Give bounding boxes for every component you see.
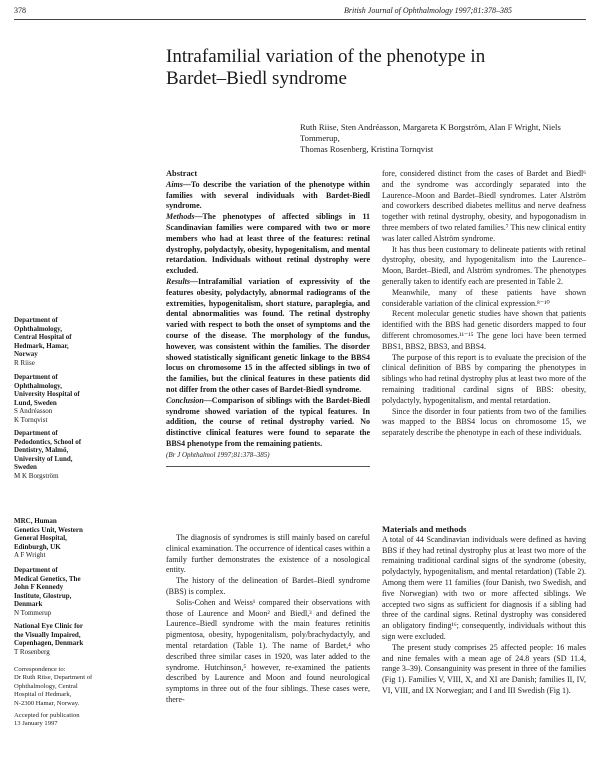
abstract-aims: [166, 180, 370, 212]
abstract-methods: [166, 212, 370, 277]
aims-text: —To describe the variation of the phenotype within families with several individuals with Bardet-Biedl syndrome.: [166, 179, 370, 211]
aff-line: Department of: [14, 429, 58, 437]
aff-line: Genetics Unit, Western: [14, 525, 83, 534]
correspondence-line: N-2300 Hamar, Norway.: [14, 699, 80, 707]
aff-line: Norway: [14, 350, 38, 358]
aff-line: Pedodontics, School of: [14, 437, 82, 446]
intro-column-1: [166, 533, 370, 706]
abstract-heading: Abstract: [166, 169, 198, 178]
aff-line: Edinburgh, UK: [14, 542, 61, 551]
conclusion-label: Conclusion: [166, 395, 204, 405]
article-title: [166, 46, 586, 90]
results-text: —Intrafamilial variation of expressivity of the features obesity, polydactyly, abnormal radiograms of the extremities, hypogenitalism, short stature, paraplegia, and dental abnormalities was found. The retinal dystrophy varied with respect to both the onset of symptoms and the course of the disease. The morphology of the fundus, however, was consistent within the families. The disorder showed statistically significant genetic linkage to the BBS4 locus on chromosome 15 in the affected siblings in two of the families, but the clinical features in these patients did not differ from the other cases of Bardet-Biedl syndrome.: [166, 276, 370, 394]
affiliation-2: [14, 373, 126, 424]
section-heading: Materials and methods: [382, 524, 467, 534]
aff-line: Department of: [14, 316, 58, 324]
paragraph: It has thus been customary to delineate patients with retinal dystrophy, obesity, and hypogenitalism into the Laurence–Moon, Bardet–Biedl, and Alström syndromes. The phenotypes generally taken to identify each are presented in Table 2.: [382, 244, 586, 286]
paragraph: Meanwhile, many of these patients have shown considerable variation of the clinical expression.⁸⁻¹⁰: [382, 287, 586, 308]
aff-line: Ophthalmology,: [14, 381, 63, 390]
methods-section: [382, 524, 586, 697]
aff-line: National Eye Clinic for: [14, 622, 84, 630]
aff-names: T Rosenberg: [14, 647, 50, 656]
aims-label: Aims: [166, 179, 183, 189]
affiliation-5: [14, 566, 126, 617]
abstract-rule: [166, 466, 370, 467]
aff-line: University of Lund,: [14, 454, 73, 463]
page-number: 378: [14, 6, 26, 15]
aff-line: University Hospital of: [14, 390, 80, 398]
aff-line: Medical Genetics, The: [14, 574, 81, 583]
paragraph: Recent molecular genetic studies have shown that patients identified with the BBS had genetic disorders mapped to four different chromosomes.¹¹⁻¹⁵ The gene loci have been termed BBS1, BBS2, BBS3, and BBS4.: [382, 309, 586, 351]
abstract-conclusion: [166, 396, 370, 450]
aff-line: the Visually Impaired,: [14, 630, 81, 639]
authors-line-2: Thomas Rosenberg, Kristina Tornqvist: [300, 144, 434, 154]
aff-line: MRC, Human: [14, 517, 57, 525]
aff-line: Copenhagen, Denmark: [14, 639, 84, 647]
paragraph: Since the disorder in four patients from two of the families was mapped to the BBS4 locus on chromosome 15, we separately describe the phenotype in each of these individuals.: [382, 406, 586, 438]
methods-text: —The phenotypes of affected siblings in 11 Scandinavian families were compared with two or more members who had at least three of the features: retinal dystrophy, polydactyly, obesity, hypogenitalism, and mental retardation. Individuals without retinal dystrophy were excluded.: [166, 212, 370, 276]
aff-line: Dentistry, Malmö,: [14, 446, 69, 454]
aff-line: Sweden: [14, 463, 37, 471]
header-rule: [14, 19, 586, 20]
affiliation-4: [14, 517, 126, 560]
paragraph: Solis-Cohen and Weiss¹ compared their observations with those of Laurence and Moon² and Biedl,³ and defined the Laurence–Biedl syndrome with the main features retinitis pigmentosa, obesity, hypogenitalism, poly/brachydactyly, and mental retardation (Table 1). The name of Bardet,⁴ who described three similar cases in 1920, was later added to the syndrome. Hutchinson,⁵ however, re-examined the patients described by Laurence and Moon and found neurological symptoms in three out of the four siblings. These cases were, there-: [166, 597, 370, 704]
correspondence-label: Correspondence to:: [14, 666, 66, 673]
results-label: Results: [166, 276, 191, 286]
aff-line: John F Kennedy: [14, 583, 64, 591]
aff-names: A F Wright: [14, 551, 46, 559]
aff-names: N Tommerup: [14, 608, 52, 617]
aff-line: Denmark: [14, 600, 43, 608]
aff-names: R Riise: [14, 358, 35, 367]
paragraph: fore, considered distinct from the cases of Bardet and Biedl⁶ and the syndrome was accordingly separated into the Laurence–Moon and Bardet–Biedl syndromes. Later Alström and coworkers described diabetes mellitus and nerve deafness together with retinal dystrophy, obesity, and hypogonadism in three members of two related families.⁷ This new clinical entity was later called Alström syndrome.: [382, 169, 586, 243]
aff-line: General Hospital,: [14, 534, 67, 542]
paragraph: The present study comprises 25 affected people: 16 males and nine females with a mean age of 24.8 years (SD 11.4, range 3–39). Consanguinity was present in three of the families (Fig 1). Families V, VIII, X, and XI are Danish; families II, IV, VI, VIII, and IX Norwegian; and I and III Swedish (Fig 1).: [382, 642, 586, 695]
aff-line: Department of: [14, 373, 58, 381]
affiliation-6: [14, 622, 126, 656]
accepted-note: [14, 712, 126, 729]
correspondence-line: Dr Ruth Riise, Department of: [14, 674, 93, 682]
title-line-1: Intrafamilial variation of the phenotype in: [166, 46, 486, 67]
aff-line: Ophthalmology,: [14, 324, 63, 333]
correspondence: [14, 666, 126, 708]
paragraph: A total of 44 Scandinavian individuals were defined as having BBS if they had retinal dystrophy plus at least two more of the remaining traditional cardinal signs of the syndrome (obesity, polydactyly, hypogenitalism, and mental retardation) (Table 2). Among them were 11 families (four Danish, two Swedish, and five Norwegian) with two or more affected siblings. We accepted two signs as sufficient for diagnosis if a sibling had three of the cardinal signs. Retinal dystrophy was considered an obligatory finding¹⁶; consequently, individuals without this sign were excluded.: [382, 534, 586, 641]
methods-label: Methods: [166, 212, 195, 222]
author-list: [300, 122, 586, 155]
accepted-date: 13 January 1997: [14, 720, 58, 728]
title-line-2: Bardet–Biedl syndrome: [166, 68, 347, 89]
affiliation-3: [14, 429, 126, 480]
abstract-results: [166, 277, 370, 396]
paragraph: The history of the delineation of Bardet–Biedl syndrome (BBS) is complex.: [166, 576, 370, 596]
authors-line-1: Ruth Riise, Sten Andréasson, Margareta K Borgström, Alan F Wright, Niels Tommerup,: [300, 122, 561, 143]
abstract: [166, 169, 370, 467]
aff-line: Institute, Glostrup,: [14, 591, 72, 600]
abstract-citation: (Br J Ophthalmol 1997;81:378–385): [166, 450, 270, 459]
correspondence-line: Ophthalmology, Central: [14, 682, 78, 690]
intro-column-2: [382, 169, 586, 439]
conclusion-text: —Comparison of siblings with the Bardet-Biedl syndrome showed variation of the typical features. In addition, the course of retinal dystrophy varied. No distinctive clinical features were found to separate the BBS4 phenotype from the remaining patients.: [166, 395, 370, 448]
aff-names: M K Borgström: [14, 471, 59, 480]
aff-line: Lund, Sweden: [14, 398, 57, 407]
aff-names: S Andréasson K Tornqvist: [14, 407, 53, 424]
aff-line: Hedmark, Hamar,: [14, 341, 69, 350]
aff-line: Department of: [14, 566, 58, 574]
aff-line: Central Hospital of: [14, 333, 72, 341]
paragraph: The purpose of this report is to evaluate the precision of the clinical definition of BBS by comparing the phenotypes in siblings who had retinal dystrophy plus at least two more of the remaining traditional cardinal signs of BBS: obesity, polydactyly, hypogenitalism, and mental retardation.: [382, 352, 586, 405]
journal-header: British Journal of Ophthalmology 1997;81:378–385: [344, 6, 512, 15]
paragraph: The diagnosis of syndromes is still mainly based on careful clinical examination. The occurrence of identical cases within a family further demonstrates the existence of a nosological entity.: [166, 533, 370, 575]
affiliation-1: [14, 316, 126, 367]
accepted-label: Accepted for publication: [14, 712, 80, 719]
correspondence-line: Hospital of Hedmark,: [14, 691, 72, 699]
